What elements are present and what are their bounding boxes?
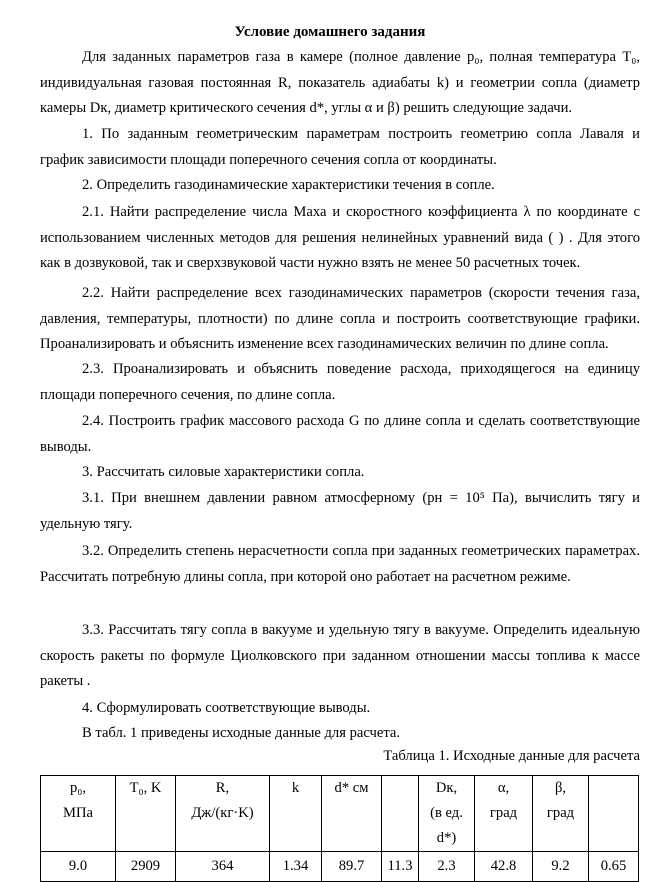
cell-beta: 9.2 <box>533 852 589 882</box>
cell-r: 364 <box>176 852 270 882</box>
paragraph-task-2-2: 2.2. Найти распределение всех газодинамических параметров (скорости течения газа, давления, температуры, плотности) по длине сопла и построить соответствующие графики. Проанализировать и объяснить изменение всех газодинамических величин по длине сопла. <box>40 285 640 353</box>
paragraph-task-2: 2. Определить газодинамические характеристики течения в сопле. <box>82 177 495 193</box>
paragraph-task-3-2: 3.2. Определить степень нерасчетности сопла при заданных геометрических параметрах. Рассчитать потребную длины сопла, при которой оно работает на расчетном режиме. <box>40 543 640 585</box>
paragraph-task-2-1: 2.1. Найти распределение числа Маха и скоростного коэффициента λ по координате с использованием численных методов для решения нелинейных уравнений вида ( ) . Для этого как в дозвуковой, так и сверхзвуковой части нужно взять не менее 50 расчетных точек. <box>40 204 640 272</box>
header-t0: T₀, K <box>116 776 176 852</box>
paragraph-task-3-3: 3.3. Рассчитать тягу сопла в вакууме и удельную тягу в вакууме. Определить идеальную скорость ракеты по формуле Циолковского при заданном отношении массы топлива к массе ракеты . <box>40 622 640 690</box>
cell-k: 1.34 <box>270 852 322 882</box>
header-k: k <box>270 776 322 852</box>
header-d-crit: d* см <box>322 776 382 852</box>
paragraph-task-2-3: 2.3. Проанализировать и объяснить поведение расхода, приходящегося на единицу площади поперечного сечения, по длине сопла. <box>40 361 640 403</box>
table-row <box>41 852 639 882</box>
cell-t0: 2909 <box>116 852 176 882</box>
cell-col6: 11.3 <box>382 852 419 882</box>
header-p0: p₀, МПа <box>41 776 116 852</box>
paragraph-intro: Для заданных параметров газа в камере (полное давление p₀, полная температура T₀, индивидуальная газовая постоянная R, показатель адиабаты k) и геометрии сопла (диаметр камеры Dк, диаметр критического сечения d*, углы α и β) решить следующие задачи. <box>40 49 640 117</box>
table-header-row <box>41 776 639 852</box>
header-empty-1 <box>382 776 419 852</box>
paragraph-table-ref: В табл. 1 приведены исходные данные для расчета. <box>82 725 401 741</box>
cell-p0: 9.0 <box>41 852 116 882</box>
cell-d-chamber: 2.3 <box>419 852 475 882</box>
table-caption: Таблица 1. Исходные данные для расчета <box>383 748 640 764</box>
header-beta: β, град <box>533 776 589 852</box>
header-alpha: α, град <box>475 776 533 852</box>
paragraph-task-3-1: 3.1. При внешнем давлении равном атмосферному (pн = 10⁵ Па), вычислить тягу и удельную тягу. <box>40 490 640 532</box>
header-r: R, Дж/(кг·K) <box>176 776 270 852</box>
paragraph-task-3: 3. Рассчитать силовые характеристики сопла. <box>82 464 365 480</box>
page-title: Условие домашнего задания <box>234 24 426 40</box>
cell-alpha: 42.8 <box>475 852 533 882</box>
header-empty-2 <box>589 776 639 852</box>
cell-col10: 0.65 <box>589 852 639 882</box>
paragraph-task-1: 1. По заданным геометрическим параметрам построить геометрию сопла Лаваля и график зависимости площади поперечного сечения сопла от координаты. <box>40 126 640 168</box>
header-d-chamber: Dк, (в ед. d*) <box>419 776 475 852</box>
paragraph-task-4: 4. Сформулировать соответствующие выводы. <box>82 700 371 716</box>
cell-d-crit: 89.7 <box>322 852 382 882</box>
paragraph-task-2-4: 2.4. Построить график массового расхода G по длине сопла и сделать соответствующие выводы. <box>40 413 640 455</box>
input-data-table <box>40 775 639 882</box>
